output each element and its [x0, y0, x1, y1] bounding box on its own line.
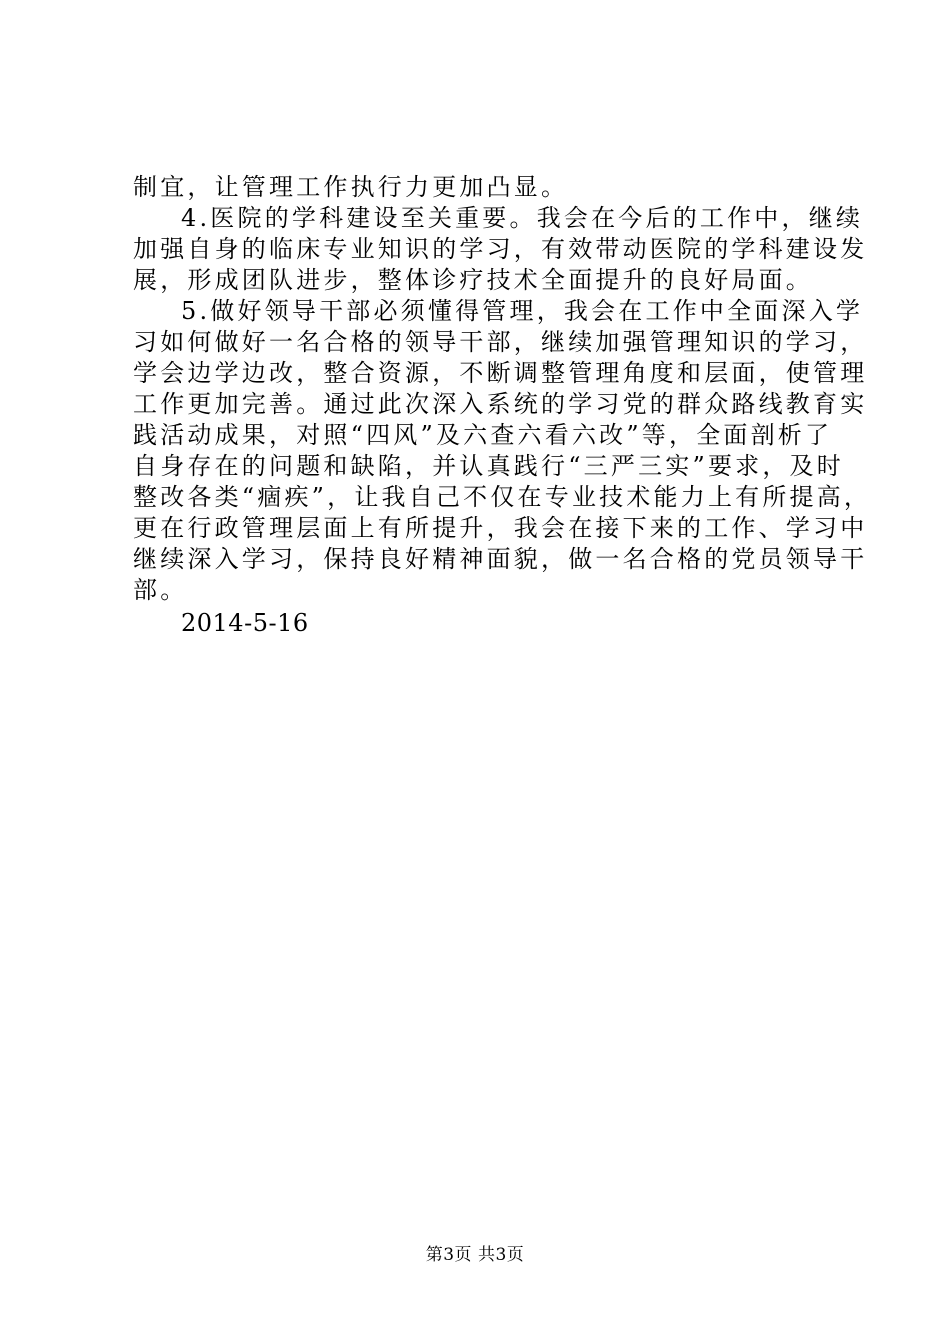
text-line: 展，形成团队进步，整体诊疗技术全面提升的良好局面。: [133, 266, 813, 294]
text-line: 继续深入学习，保持良好精神面貌，做一名合格的党员领导干: [133, 545, 868, 573]
text-line: 自身存在的问题和缺陷，并认真践行“三严三实”要求，及时: [133, 452, 844, 480]
text-line: 工作更加完善。通过此次深入系统的学习党的群众路线教育实: [133, 390, 868, 418]
text-line: 更在行政管理层面上有所提升，我会在接下来的工作、学习中: [133, 514, 868, 542]
text-line: 学会边学边改，整合资源，不断调整管理角度和层面，使管理: [133, 359, 868, 387]
document-body: [133, 172, 872, 639]
text-line: 5.做好领导干部必须懂得管理，我会在工作中全面深入学: [181, 297, 864, 325]
text-line: 整改各类“痼疾”，让我自己不仅在专业技术能力上有所提高，: [133, 483, 872, 511]
text-line: 4.医院的学科建设至关重要。我会在今后的工作中，继续: [181, 204, 864, 232]
text-line: 部。: [133, 576, 188, 604]
text-line: 制宜，让管理工作执行力更加凸显。: [133, 173, 569, 201]
document-date: 2014-5-16: [181, 609, 309, 637]
text-line: 加强自身的临床专业知识的学习，有效带动医院的学科建设发: [133, 235, 868, 263]
text-line: 践活动成果，对照“四风”及六查六看六改”等，全面剖析了: [133, 421, 833, 449]
text-line: 习如何做好一名合格的领导干部，继续加强管理知识的学习，: [133, 328, 868, 356]
page-footer: 第3页 共3页: [425, 1245, 525, 1265]
